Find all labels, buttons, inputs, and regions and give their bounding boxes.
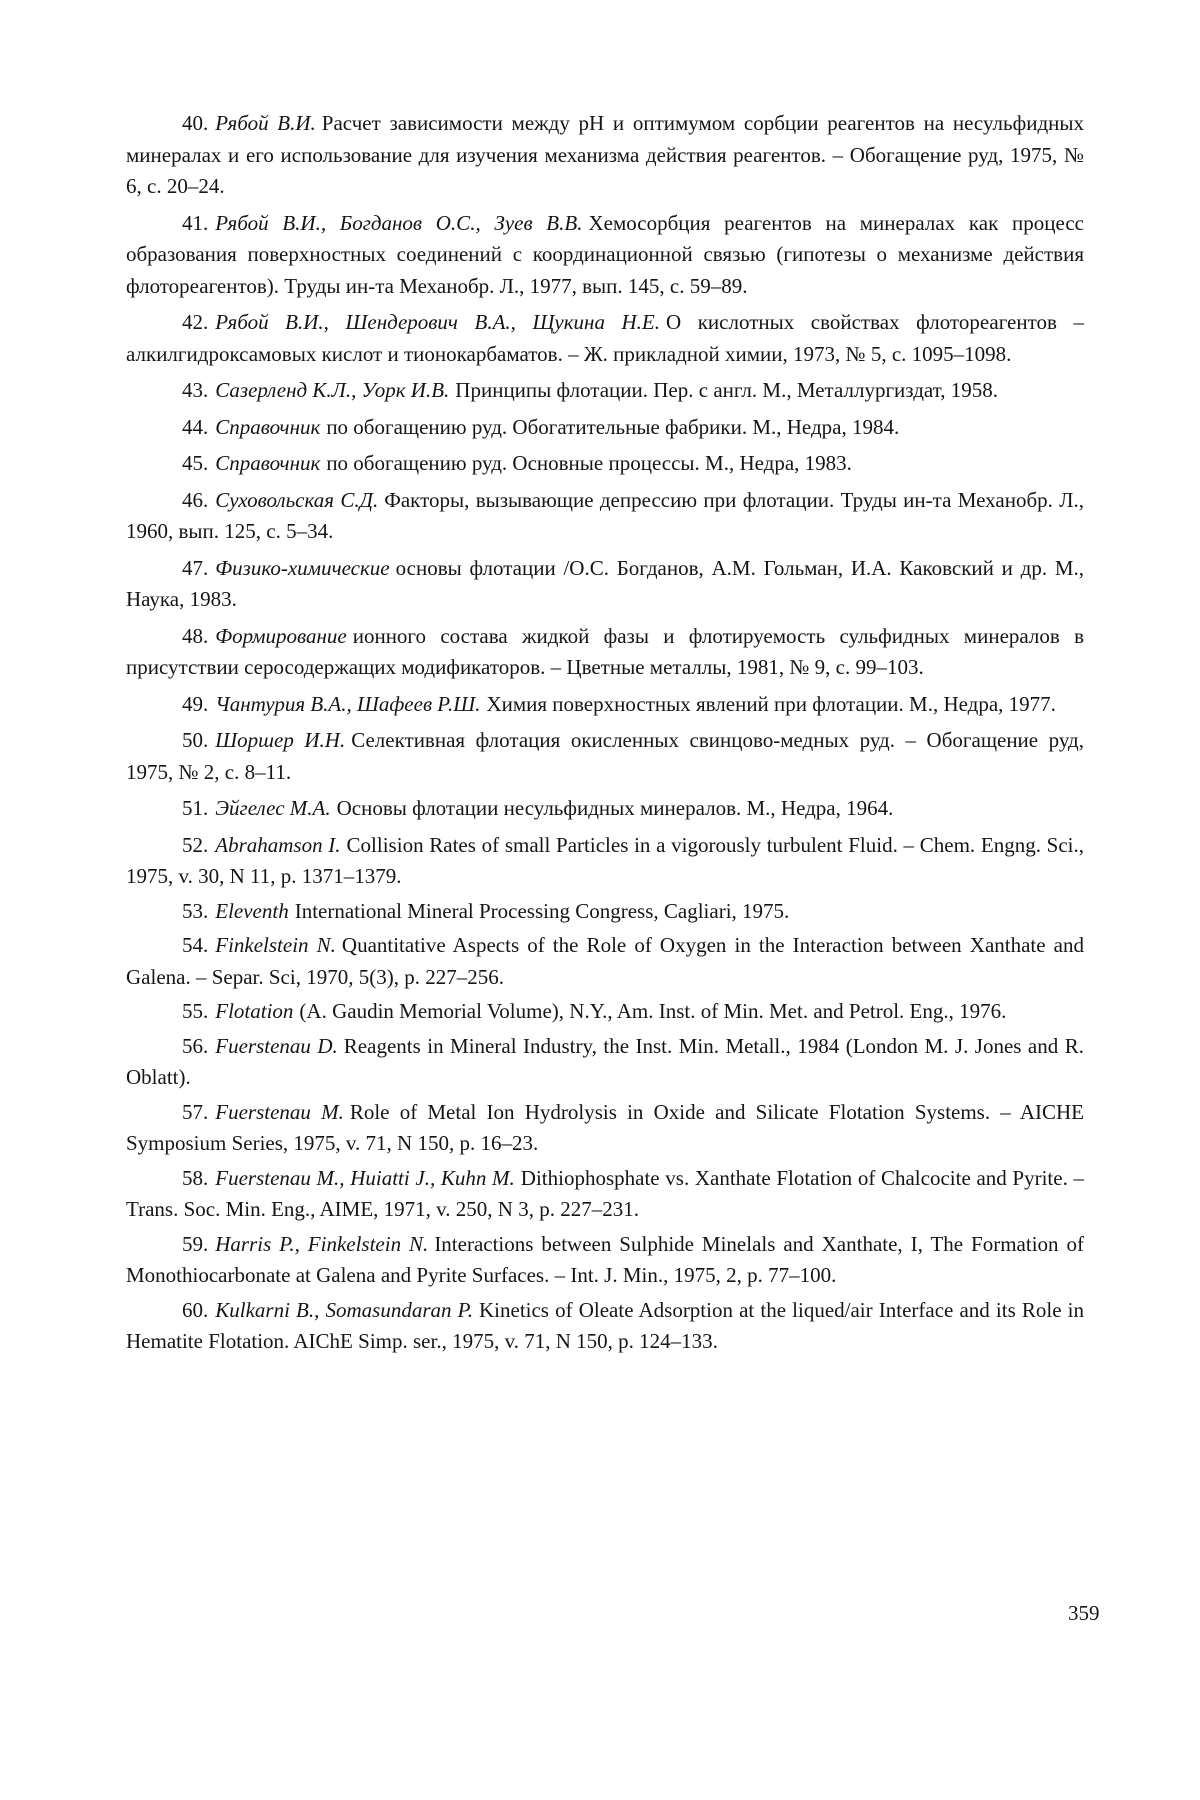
reference-item [126, 621, 1084, 684]
reference-item [126, 448, 1084, 480]
reference-number: 46. [182, 487, 209, 512]
page-number: 359 [1068, 1601, 1100, 1625]
reference-item [126, 108, 1084, 203]
reference-number: 43. [182, 378, 209, 402]
reference-text: Расчет зависимости между pH и оптимумом сорбции реагентов на несульфидных минералах и его использование для изучения механизма действия реагентов. – Обогащение руд, 1975, № 6, с. 20–24. [126, 111, 1084, 198]
reference-number: 57. [182, 1099, 209, 1124]
reference-author: Сазерленд К.Л., Уорк И.В. [215, 378, 450, 402]
reference-item [126, 725, 1084, 788]
reference-item [126, 830, 1084, 893]
reference-author: Kulkarni B., Somasundaran P. [215, 1297, 473, 1322]
reference-author: Эйгелес М.А. [215, 796, 331, 820]
reference-item [126, 208, 1084, 303]
reference-text: Kinetics of Oleate Adsorption at the liqued/air Interface and its Role in Hematite Flotation. AIChE Simp. ser., 1975, v. 71, N 150, p. 124–133. [126, 1297, 1084, 1353]
reference-number: 52. [182, 832, 209, 857]
reference-item [126, 1163, 1084, 1226]
reference-item [126, 485, 1084, 548]
reference-author: Физико-химические [215, 555, 390, 580]
reference-item [126, 412, 1084, 444]
reference-text: Хемосорбция реагентов на минералах как процесс образования поверхностных соединений с координационной связью (гипотезы о механизме действия флотореагентов). Труды ин-та Механобр. Л., 1977, вып. 145, с. 59–89. [126, 210, 1084, 298]
reference-author: Шоршер И.Н. [215, 728, 346, 752]
reference-number: 42. [182, 310, 209, 334]
reference-text: Селективная флотация окисленных свинцово-медных руд. – Обогащение руд, 1975, № 2, с. 8–11. [126, 728, 1084, 784]
reference-number: 51. [182, 796, 209, 820]
reference-number: 60. [182, 1297, 209, 1322]
reference-author: Finkelstein N. [215, 933, 336, 957]
reference-item [126, 930, 1084, 993]
reference-text: (A. Gaudin Memorial Volume), N.Y., Am. Inst. of Min. Met. and Petrol. Eng., 1976. [299, 999, 1007, 1023]
reference-number: 53. [182, 898, 209, 923]
reference-item [126, 1295, 1084, 1358]
reference-text: по обогащению руд. Обогатительные фабрики. М., Недра, 1984. [326, 414, 900, 439]
reference-author: Eleventh [215, 898, 289, 923]
reference-text: International Mineral Processing Congress, Cagliari, 1975. [294, 898, 790, 923]
reference-number: 49. [182, 691, 209, 716]
reference-author: Рябой В.И., Богданов О.С., Зуев В.В. [215, 210, 583, 235]
reference-author: Рябой В.И. [215, 111, 316, 135]
reference-item [126, 1229, 1084, 1292]
reference-text: Dithiophosphate vs. Xanthate Flotation of Chalcocite and Pyrite. – Trans. Soc. Min. Eng., AIME, 1971, v. 250, N 3, p. 227–231. [126, 1165, 1084, 1221]
reference-text: ионного состава жидкой фазы и флотируемость сульфидных минералов в присутствии серосодержащих модификаторов. – Цветные металлы, 1981, № 9, с. 99–103. [126, 623, 1084, 679]
reference-number: 50. [182, 728, 209, 752]
reference-author: Flotation [215, 999, 294, 1023]
reference-number: 44. [182, 414, 209, 439]
document-page [126, 108, 1100, 1788]
reference-number: 41. [182, 210, 209, 235]
reference-author: Fuerstenau D. [215, 1033, 338, 1058]
reference-text: Факторы, вызывающие депрессию при флотации. Труды ин-та Механобр. Л., 1960, вып. 125, с. 5–34. [126, 487, 1084, 543]
reference-author: Harris P., Finkelstein N. [215, 1231, 429, 1256]
reference-number: 47. [182, 555, 209, 580]
reference-item [126, 896, 1084, 928]
reference-number: 40. [182, 111, 209, 135]
reference-number: 54. [182, 933, 209, 957]
reference-item [126, 553, 1084, 616]
reference-item [126, 1031, 1084, 1094]
reference-item [126, 793, 1084, 825]
reference-author: Формирование [215, 623, 347, 648]
reference-author: Abrahamson I. [215, 832, 341, 857]
reference-author: Суховольская С.Д. [215, 487, 379, 512]
reference-text: О кислотных свойствах флотореагентов – алкилгидроксамовых кислот и тионокарбаматов. – Ж. прикладной химии, 1973, № 5, с. 1095–1098. [126, 310, 1084, 366]
reference-text: основы флотации /О.С. Богданов, А.М. Гольман, И.А. Каковский и др. М., Наука, 1983. [126, 555, 1084, 611]
reference-item [126, 996, 1084, 1028]
reference-number: 59. [182, 1231, 209, 1256]
reference-text: Химия поверхностных явлений при флотации. М., Недра, 1977. [486, 691, 1056, 716]
reference-author: Справочник [215, 451, 321, 475]
reference-author: Fuerstenau M., Huiatti J., Kuhn M. [215, 1165, 515, 1190]
reference-text: Reagents in Mineral Industry, the Inst. Min. Metall., 1984 (London M. J. Jones and R. Oblatt). [126, 1033, 1084, 1089]
reference-number: 56. [182, 1033, 209, 1058]
reference-number: 55. [182, 999, 209, 1023]
reference-author: Чантурия В.А., Шафеев Р.Ш. [215, 691, 481, 716]
reference-item [126, 1097, 1084, 1160]
reference-text: по обогащению руд. Основные процессы. М., Недра, 1983. [326, 451, 852, 475]
reference-item [126, 307, 1084, 370]
reference-number: 48. [182, 623, 209, 648]
reference-author: Рябой В.И., Шендерович В.А., Щукина Н.Е. [215, 310, 660, 334]
reference-text: Interactions between Sulphide Minelals and Xanthate, I, The Formation of Monothiocarbonate at Galena and Pyrite Surfaces. – Int. J. Min., 1975, 2, p. 77–100. [126, 1231, 1084, 1287]
reference-author: Справочник [215, 414, 321, 439]
reference-number: 58. [182, 1165, 209, 1190]
reference-item [126, 689, 1084, 721]
reference-text: Основы флотации несульфидных минералов. М., Недра, 1964. [336, 796, 894, 820]
reference-author: Fuerstenau M. [215, 1099, 344, 1124]
reference-number: 45. [182, 451, 209, 475]
reference-text: Quantitative Aspects of the Role of Oxygen in the Interaction between Xanthate and Galena. – Separ. Sci, 1970, 5(3), p. 227–256. [126, 933, 1084, 989]
reference-item [126, 375, 1084, 407]
reference-text: Collision Rates of small Particles in a vigorously turbulent Fluid. – Chem. Engng. Sci., 1975, v. 30, N 11, p. 1371–1379. [126, 832, 1084, 888]
reference-text: Принципы флотации. Пер. с англ. М., Металлургиздат, 1958. [455, 378, 999, 402]
reference-list [126, 108, 1084, 1358]
reference-text: Role of Metal Ion Hydrolysis in Oxide and Silicate Flotation Systems. – AICHE Symposium Series, 1975, v. 71, N 150, p. 16–23. [126, 1099, 1084, 1155]
